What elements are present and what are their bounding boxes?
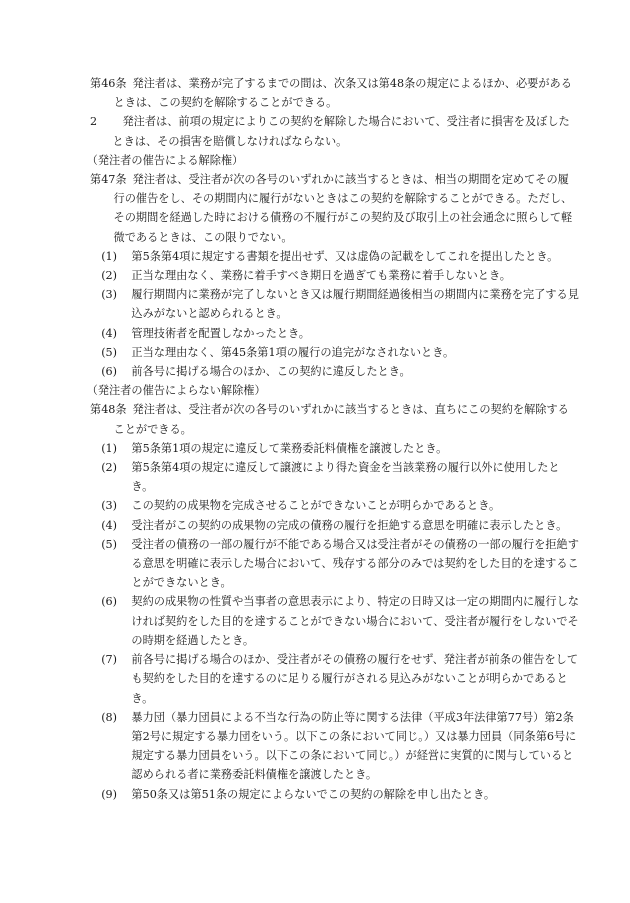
item-text: 管理技術者を配置しなかったとき。 [131, 326, 310, 340]
item-number: (4) [101, 518, 118, 532]
article-46 [90, 74, 580, 112]
item-number: (9) [101, 787, 118, 801]
item-text: 履行期間内に業務が完了しないとき又は履行期間経過後相当の期間内に業務を完了する見込みがないと認められるとき。 [131, 288, 579, 321]
item-text: 第5条第1項の規定に違反して業務委託料債権を譲渡したとき。 [131, 441, 448, 455]
paragraph-text: 発注者は、前項の規定によりこの契約を解除した場合において、受注者に損害を及ぼしたときは、その損害を賠償しなければならない。 [112, 115, 570, 148]
article-47-item-3 [101, 285, 580, 323]
item-number: (4) [101, 326, 118, 340]
article-number: 第47条 [90, 173, 127, 187]
article-48-item-2 [101, 458, 580, 496]
item-text: 前各号に掲げる場合のほか、受注者がその債務の履行をせず、発注者が前条の催告をしても契約をした目的を達するのに足りる履行がされる見込みがないことが明らかであるとき。 [131, 653, 579, 705]
paragraph-number: 2 [90, 115, 98, 129]
article-47-item-1 [101, 247, 580, 266]
item-text: 正当な理由なく、第45条第1項の履行の追完がなされないとき。 [131, 345, 455, 359]
article-47-item-2 [101, 266, 580, 285]
article-47 [90, 170, 580, 247]
article-text: 発注者は、業務が完了するまでの間は、次条又は第48条の規定によるほか、必要があるときは、この契約を解除することができる。 [113, 77, 572, 110]
article-48-item-1 [101, 439, 580, 458]
item-text: 第5条第4項の規定に違反して譲渡により得た資金を当該業務の履行以外に使用したとき。 [131, 461, 560, 494]
article-47-item-5 [101, 343, 580, 362]
article-47-item-4 [101, 324, 580, 343]
article-48 [90, 400, 580, 438]
article-number: 第46条 [90, 77, 127, 90]
article-48-item-3 [101, 496, 580, 515]
article-46-paragraph-2 [90, 112, 580, 150]
article-48-item-8 [101, 708, 580, 785]
item-text: 受注者がこの契約の成果物の完成の債務の履行を拒絶する意思を明確に表示したとき。 [131, 518, 568, 532]
item-number: (2) [101, 461, 118, 475]
item-text: 受注者の債務の一部の履行が不能である場合又は受注者がその債務の一部の履行を拒絶する意思を明確に表示した場合において、残存する部分のみでは契約をした目的を達することができないとき。 [131, 537, 579, 590]
item-number: (2) [101, 269, 118, 283]
article-48-item-7 [101, 650, 580, 708]
item-text: 正当な理由なく、業務に着手すべき期日を過ぎても業務に着手しないとき。 [131, 269, 511, 283]
article-47-caption: （発注者の催告による解除権） [86, 153, 244, 167]
item-number: (6) [101, 365, 118, 379]
item-text: この契約の成果物を完成させることができないことが明らかであるとき。 [131, 499, 501, 513]
item-number: (8) [101, 710, 118, 724]
item-number: (7) [101, 653, 118, 667]
item-number: (5) [101, 537, 118, 551]
item-text: 暴力団（暴力団員による不当な行為の防止等に関する法律（平成3年法律第77号）第2条第2号に規定する暴力団をいう。以下この条において同じ。）又は暴力団員（同条第6号に規定する暴力団員をいう。以下この条において同じ。）が経営に実質的に関与していると認められる者に業務委託料債権を譲渡したとき。 [131, 710, 577, 782]
item-number: (1) [101, 249, 118, 263]
article-48-item-4 [101, 516, 580, 535]
article-48-item-6 [101, 592, 580, 650]
item-text: 前各号に掲げる場合のほか、この契約に違反したとき。 [131, 365, 411, 379]
item-text: 第50条又は第51条の規定によらないでこの契約の解除を申し出たとき。 [131, 787, 496, 801]
article-48-item-9 [101, 785, 580, 804]
item-number: (6) [101, 595, 118, 609]
item-text: 契約の成果物の性質や当事者の意思表示により、特定の日時又は一定の期間内に履行しなければ契約をした目的を達することができない場合において、受注者が履行をしないでその時期を経過したとき。 [131, 595, 579, 647]
article-text: 発注者は、受注者が次の各号のいずれかに該当するときは、相当の期間を定めてその履行の催告をし、その期間内に履行がないときはこの契約を解除することができる。ただし、その期間を経過した時における債務の不履行がこの契約及び取引上の社会通念に照らして軽微であるときは、この限りでない。 [113, 173, 573, 244]
item-number: (1) [101, 441, 118, 455]
item-text: 第5条第4項に規定する書類を提出せず、又は虚偽の記載をしてこれを提出したとき。 [131, 249, 559, 263]
article-48-caption: （発注者の催告によらない解除権） [86, 384, 266, 398]
item-number: (3) [101, 499, 118, 513]
article-47-item-6 [101, 362, 580, 381]
item-number: (5) [101, 345, 118, 359]
article-48-item-5 [101, 535, 580, 593]
article-number: 第48条 [90, 403, 127, 417]
item-number: (3) [101, 288, 118, 302]
article-text: 発注者は、受注者が次の各号のいずれかに該当するときは、直ちにこの契約を解除することができる。 [113, 403, 569, 436]
